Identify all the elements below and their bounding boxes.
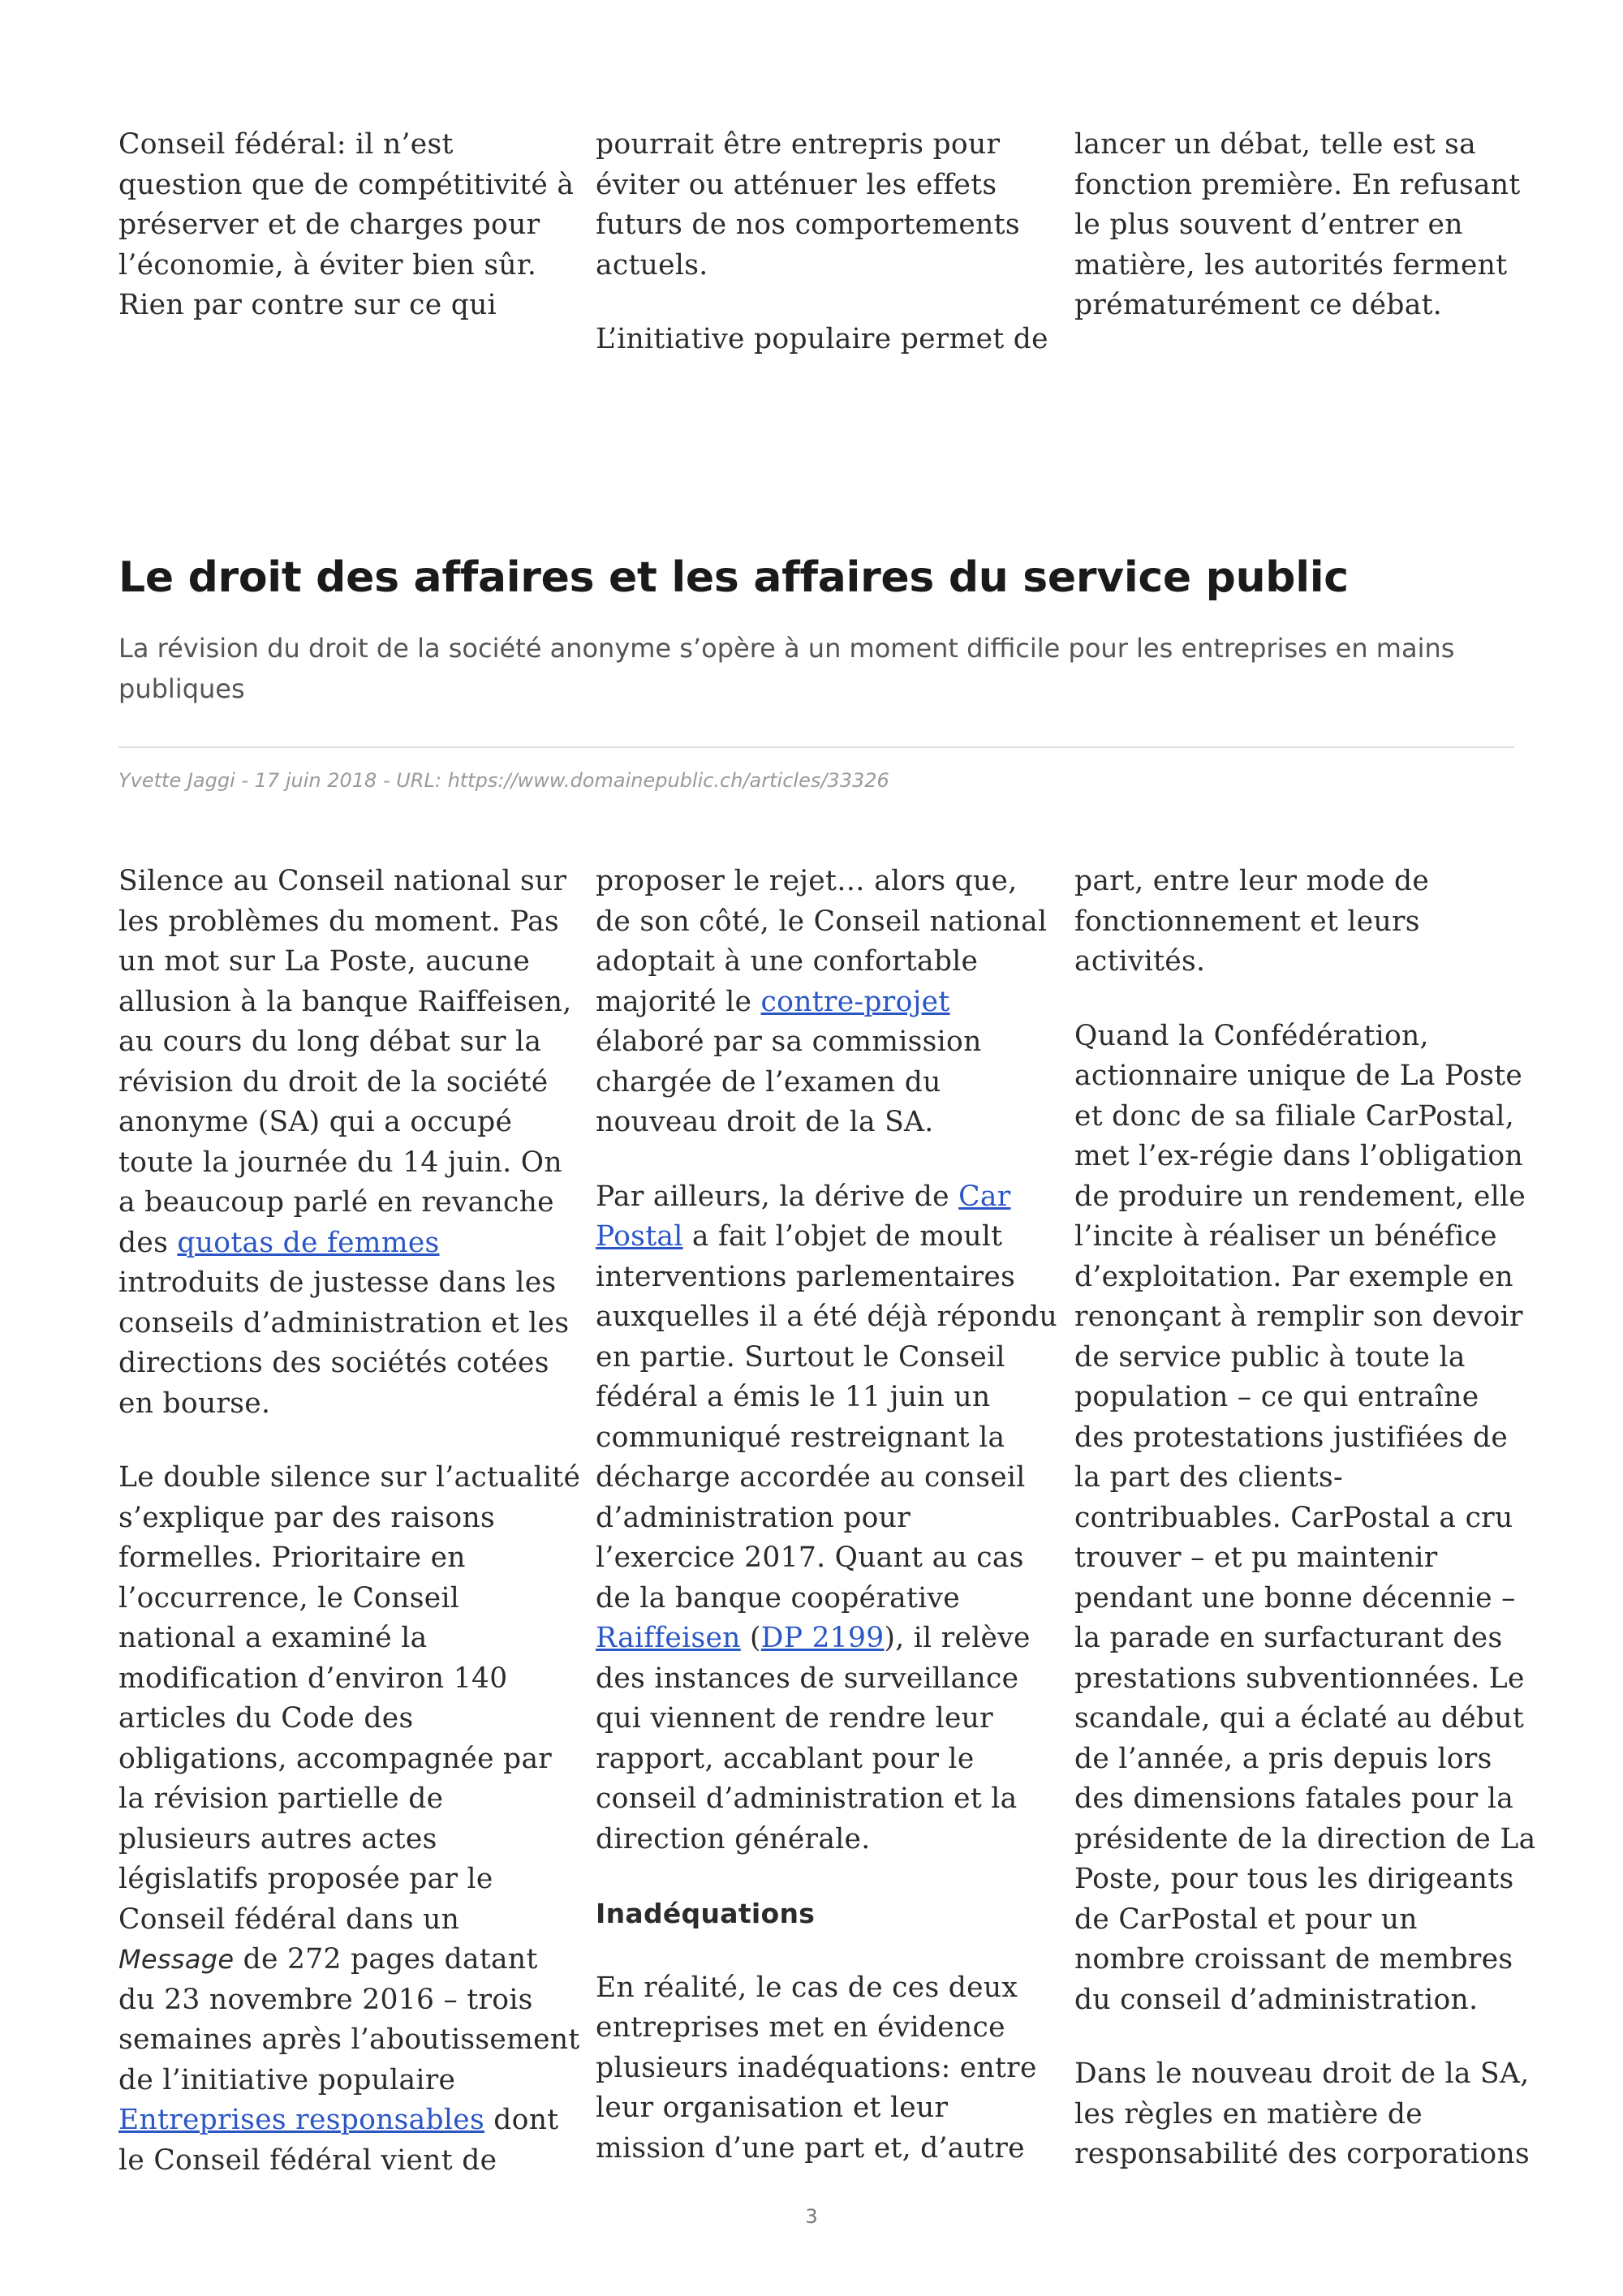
text-line: national a examiné la <box>118 1622 428 1654</box>
text-line: proposer le rejet… alors que, <box>596 865 1018 897</box>
text-line: fonction première. En refusant <box>1074 168 1521 201</box>
text-line: de produire un rendement, elle <box>1074 1180 1526 1213</box>
text-line: Rien par contre sur ce qui <box>118 289 497 321</box>
text-line: d’exploitation. Par exemple en <box>1074 1260 1513 1293</box>
article-paragraph: proposer le rejet… alors que, de son côté, le Conseil national adoptait à une confortable majorité le contre-projet élaboré par sa commission chargée de l’examen du nouveau droit de la SA. <box>596 862 1034 1143</box>
text-line: de l’année, a pris depuis lors <box>1074 1742 1492 1775</box>
article-meta: Yvette Jaggi - 17 juin 2018 - URL: https://www.domainepublic.ch/articles/33326 <box>118 769 889 792</box>
text-line: la parade en surfacturant des <box>1074 1622 1503 1654</box>
text-line: au cours du long débat sur la <box>118 1025 542 1058</box>
text-line: conseil d’administration et la <box>596 1782 1018 1815</box>
text-line: de la banque coopérative <box>596 1581 961 1615</box>
header-divider <box>118 746 1514 748</box>
text-line: du 23 novembre 2016 – trois <box>118 1983 533 2016</box>
text-line: et donc de sa filiale CarPostal, <box>1074 1099 1514 1133</box>
link-quotas-de-femmes[interactable]: quotas de femmes <box>177 1226 440 1259</box>
text-line: matière, les autorités ferment <box>1074 248 1508 282</box>
text-line: en bourse. <box>118 1387 271 1420</box>
text-line: leur organisation et leur <box>596 2092 949 2124</box>
article-paragraph: Par ailleurs, la dérive de Car Postal a fait l’objet de moult interventions parlementaires auxquelles il a été déjà répondu en partie. Surtout le Conseil fédéral a émis le 11 juin un communiqué restreignant la décharge accordée au conseil d’administration pour l’exercice 2017. Quant au cas de la banque coopérative Raiffeisen (DP 2199), il relève des instances de surveillance qui viennent de rendre leur rapport, accablant pour le conseil d’administration et la direction générale. <box>596 1177 1034 1860</box>
prev-article-column-2 <box>596 125 1048 394</box>
text-line: renonçant à remplir son devoir <box>1074 1301 1523 1333</box>
text-line: direction générale. <box>596 1822 871 1855</box>
text-line: Dans le nouveau droit de la SA, <box>1074 2057 1530 2090</box>
article-subtitle: La révision du droit de la société anonyme s’opère à un moment difficile pour les entreprises en mains publiques <box>118 633 1455 704</box>
article-title: Le droit des affaires et les affaires du service public <box>118 553 1349 602</box>
text-line: En réalité, le cas de ces deux <box>596 1971 1018 2004</box>
text-line: du conseil d’administration. <box>1074 1983 1479 2016</box>
link-entreprises-responsables[interactable]: Entreprises responsables <box>118 2104 484 2136</box>
article-paragraph <box>1074 1017 1536 2021</box>
text-line: Conseil fédéral dans un <box>118 1903 460 1936</box>
text-line: trouver – et pu maintenir <box>1074 1541 1438 1574</box>
text-line: l’incite à réaliser un bénéfice <box>1074 1220 1497 1253</box>
text-line: communiqué restreignant la <box>596 1421 1005 1454</box>
text-line: entreprises met en évidence <box>596 2011 1005 2044</box>
text-line: formelles. Prioritaire en <box>118 1541 466 1574</box>
text-line: en partie. Surtout le Conseil <box>596 1340 1005 1374</box>
text-line: scandale, qui a éclaté au début <box>1074 1702 1525 1735</box>
link-carpostal-continued[interactable]: Postal <box>596 1220 683 1253</box>
prev-article-paragraph <box>118 125 575 326</box>
article-column-1 <box>118 862 581 2215</box>
text-line: actionnaire unique de La Poste <box>1074 1060 1523 1092</box>
text-line: révision du droit de la société <box>118 1065 549 1099</box>
text-line: Poste, pour tous les dirigeants <box>1074 1863 1514 1895</box>
text-line: articles du Code des <box>118 1702 414 1735</box>
text-line: élaboré par sa commission <box>596 1025 982 1058</box>
text-line: toute la journée du 14 juin. On <box>118 1146 562 1179</box>
text-line: l’occurrence, le Conseil <box>118 1581 460 1615</box>
section-heading-inadequations: Inadéquations <box>596 1898 816 1929</box>
article-paragraph <box>1074 862 1513 982</box>
text-line: responsabilité des corporations <box>1074 2138 1530 2170</box>
article-paragraph: Silence au Conseil national sur les problèmes du moment. Pas un mot sur La Poste, aucune allusion à la banque Raiffeisen, au cours du long débat sur la révision du droit de la société anonyme (SA) qui a occupé toute la journée du 14 juin. On a beaucoup parlé en revanche des quotas de femmes introduits de justesse dans les conseils d’administration et les directions des sociétés cotées en bourse. <box>118 862 557 1424</box>
text-line: pourrait être entrepris pour <box>596 128 1001 161</box>
text-line: d’administration pour <box>596 1501 911 1534</box>
text-line: contribuables. CarPostal a cru <box>1074 1501 1513 1534</box>
text-line: directions des sociétés cotées <box>118 1347 549 1379</box>
text-line: de service public à toute la <box>1074 1340 1466 1374</box>
text-line: des instances de surveillance <box>596 1662 1019 1695</box>
link-contre-projet[interactable]: contre-projet <box>760 985 950 1018</box>
text-line: préserver et de charges pour <box>118 209 540 241</box>
text-line: part, entre leur mode de <box>1074 865 1430 897</box>
text-line: un mot sur La Poste, aucune <box>118 945 531 978</box>
text-line: a beaucoup parlé en revanche <box>118 1186 554 1219</box>
text-line: de son côté, le Conseil national <box>596 905 1048 938</box>
text-line: les règles en matière de <box>1074 2097 1423 2130</box>
text-line: les problèmes du moment. Pas <box>118 905 560 938</box>
article-column-2 <box>596 862 1057 2203</box>
text-line: prestations subventionnées. Le <box>1074 1662 1525 1695</box>
prev-article-paragraph <box>596 125 1034 286</box>
prev-article-column-3 <box>1074 125 1521 360</box>
text-line: population – ce qui entraîne <box>1074 1381 1479 1413</box>
prev-article-paragraph <box>596 320 1048 360</box>
text-line: pendant une bonne décennie – <box>1074 1581 1516 1615</box>
text-line: présidente de la direction de La <box>1074 1822 1536 1855</box>
link-carpostal[interactable]: Car <box>958 1180 1011 1213</box>
text-line: semaines après l’aboutissement <box>118 2023 580 2056</box>
text-line: l’économie, à éviter bien sûr. <box>118 248 537 282</box>
text-line: s’explique par des raisons <box>118 1501 495 1534</box>
prev-article-paragraph <box>1074 125 1521 326</box>
text-line: qui viennent de rendre leur <box>596 1702 993 1735</box>
text-line: introduits de justesse dans les <box>118 1266 557 1299</box>
article-column-3 <box>1074 862 1536 2209</box>
text-line: anonyme (SA) qui a occupé <box>118 1106 513 1138</box>
text-line: obligations, accompagnée par <box>118 1742 553 1775</box>
text-line: chargée de l’examen du <box>596 1065 941 1099</box>
text-line: futurs de nos comportements <box>596 209 1020 241</box>
text-line: interventions parlementaires <box>596 1260 1016 1293</box>
text-line: Quand la Confédération, <box>1074 1019 1429 1052</box>
text-line: mission d’une part et, d’autre <box>596 2131 1025 2165</box>
text-line: le plus souvent d’entrer en <box>1074 209 1463 241</box>
article-paragraph <box>596 1968 1037 2169</box>
text-line: de l’initiative populaire <box>118 2063 456 2096</box>
text-line: de CarPostal et pour un <box>1074 1903 1418 1936</box>
article-paragraph: Le double silence sur l’actualité s’explique par des raisons formelles. Prioritaire en l’occurrence, le Conseil national a examiné la modification d’environ 140 articles du Code des obligations, accompagnée par la révision partielle de plusieurs autres actes législatifs proposée par le Conseil fédéral dans un Message de 272 pages datant du 23 novembre 2016 – trois semaines après l’aboutissement de l’initiative populaire Entreprises responsables dont le Conseil fédéral vient de <box>118 1458 557 2181</box>
text-line: adoptait à une confortable <box>596 945 979 978</box>
italic-message: Message <box>118 1944 235 1975</box>
text-line: législatifs proposée par le <box>118 1863 493 1895</box>
text-line: L’initiative populaire permet de <box>596 323 1048 355</box>
text-line: nouveau droit de la SA. <box>596 1106 934 1138</box>
link-raiffeisen[interactable]: Raiffeisen <box>596 1622 741 1654</box>
text-line: question que de compétitivité à <box>118 168 575 201</box>
text-line: décharge accordée au conseil <box>596 1461 1026 1494</box>
text-line: conseils d’administration et les <box>118 1306 570 1339</box>
link-dp-2199[interactable]: DP 2199 <box>760 1622 885 1654</box>
text-line: Le double silence sur l’actualité <box>118 1461 581 1494</box>
text-line: nombre croissant de membres <box>1074 1943 1513 1976</box>
text-line: fédéral a émis le 11 juin un <box>596 1381 991 1413</box>
article-paragraph <box>1074 2054 1530 2175</box>
text-line: actuels. <box>596 248 708 282</box>
text-line: la révision partielle de <box>118 1782 444 1815</box>
text-line: l’exercice 2017. Quant au cas <box>596 1541 1024 1574</box>
text-line: éviter ou atténuer les effets <box>596 168 997 201</box>
text-line: met l’ex-régie dans l’obligation <box>1074 1140 1523 1172</box>
page-number: 3 <box>805 2205 818 2228</box>
text-line: Silence au Conseil national sur <box>118 865 567 897</box>
prev-article-column-1 <box>118 125 575 360</box>
text-line: rapport, accablant pour le <box>596 1742 975 1775</box>
text-line: activités. <box>1074 945 1206 978</box>
text-line: modification d’environ 140 <box>118 1662 508 1695</box>
text-line: Conseil fédéral: il n’est <box>118 128 454 161</box>
text-line: des dimensions fatales pour la <box>1074 1782 1514 1815</box>
text-line: prématurément ce débat. <box>1074 289 1443 321</box>
text-line: allusion à la banque Raiffeisen, <box>118 985 572 1018</box>
text-line: plusieurs inadéquations: entre <box>596 2051 1037 2084</box>
text-line: lancer un débat, telle est sa <box>1074 128 1477 161</box>
text-line: des protestations justifiées de <box>1074 1421 1509 1454</box>
text-line: plusieurs autres actes <box>118 1822 437 1855</box>
text-line: auxquelles il a été déjà répondu <box>596 1301 1057 1333</box>
text-line: fonctionnement et leurs <box>1074 905 1420 938</box>
text-line: la part des clients- <box>1074 1461 1343 1494</box>
